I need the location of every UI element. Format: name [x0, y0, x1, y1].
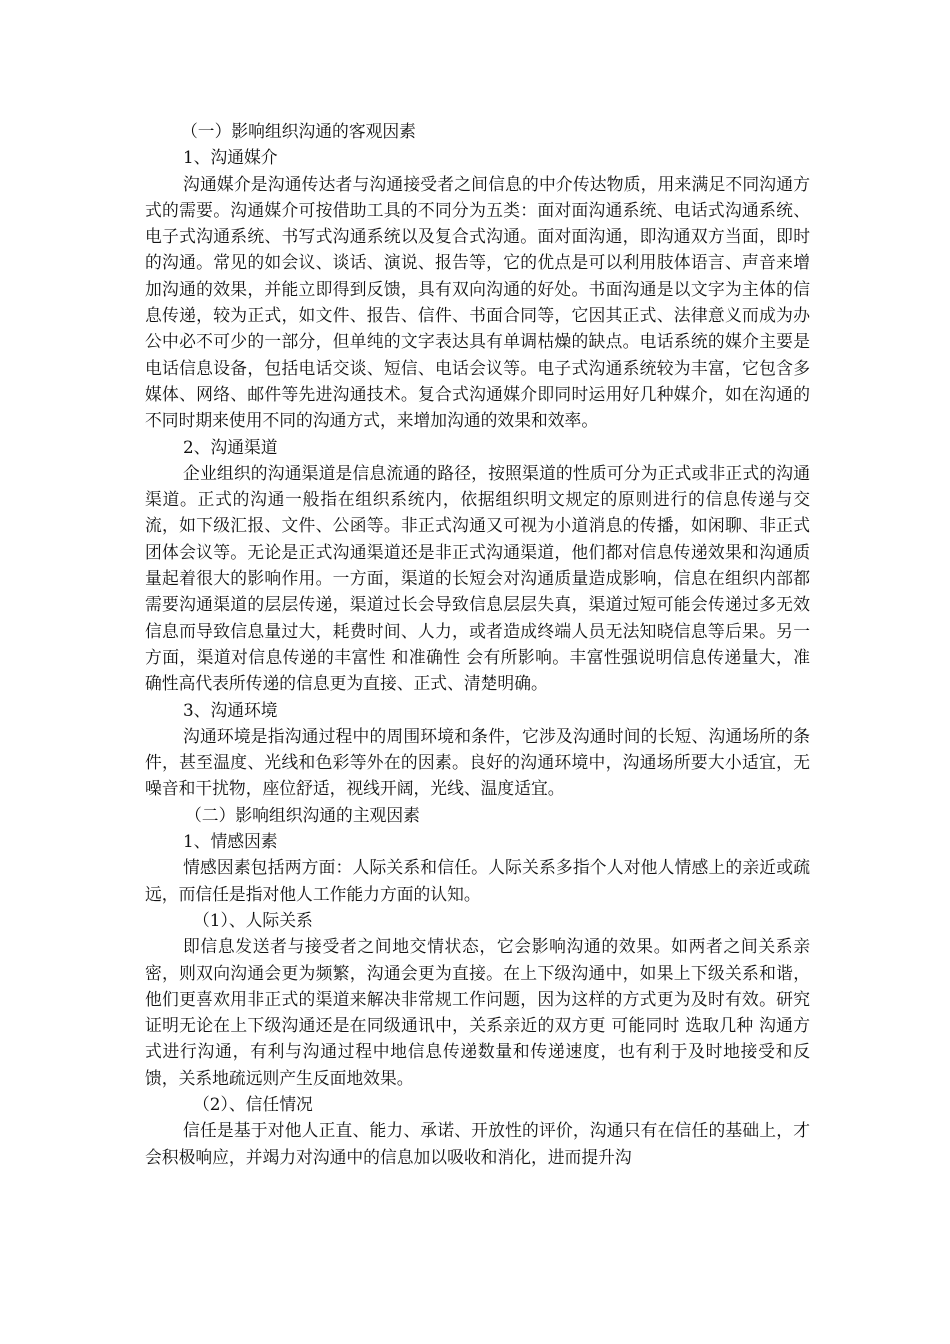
document-body: [145, 118, 810, 1170]
section-heading-objective: （一）影响组织沟通的客观因素: [181, 121, 416, 141]
subheading-relationship: （1）、人际关系: [193, 909, 313, 930]
subheading-trust: （2）、信任情况: [193, 1093, 313, 1114]
section-heading-subjective: （二）影响组织沟通的主观因素: [185, 804, 420, 825]
paragraph-environment: 沟通环境是指沟通过程中的周围环境和条件，它涉及沟通时间的长短、沟通场所的条件，甚至温度、光线和色彩等外在的因素。良好的沟通环境中，沟通场所要大小适宜，无噪音和干扰物，座位舒适，视线开阔，光线、温度适宜。: [145, 725, 810, 799]
paragraph-media: 沟通媒介是沟通传达者与沟通接受者之间信息的中介传达物质，用来满足不同沟通方式的需要。沟通媒介可按借助工具的不同分为五类：面对面沟通系统、电话式沟通系统、电子式沟通系统、书写式沟通系统以及复合式沟通。面对面沟通，即沟通双方当面，即时的沟通。常见的如会议、谈话、演说、报告等，它的优点是可以利用肢体语言、声音来增加沟通的效果，并能立即得到反馈，具有双向沟通的好处。书面沟通是以文字为主体的信息传递，较为正式，如文件、报告、信件、书面合同等，它因其正式、法律意义而成为办公中必不可少的一部分，但单纯的文字表达具有单调枯燥的缺点。电话系统的媒介主要是电话信息设备，包括电话交谈、短信、电话会议等。电子式沟通系统较为丰富，它包含多媒体、网络、邮件等先进沟通技术。复合式沟通媒介即同时运用好几种媒介，如在沟通的不同时期来使用不同的沟通方式，来增加沟通的效果和效率。: [145, 173, 810, 431]
subheading-environment: 3、沟通环境: [183, 699, 278, 720]
subheading-channel: 2、沟通渠道: [183, 436, 278, 457]
subheading-emotion: 1、情感因素: [183, 831, 278, 852]
paragraph-channel: 企业组织的沟通渠道是信息流通的路径，按照渠道的性质可分为正式或非正式的沟通渠道。正式的沟通一般指在组织系统内，依据组织明文规定的原则进行的信息传递与交流，如下级汇报、文件、公函等。非正式沟通又可视为小道消息的传播，如闲聊、非正式团体会议等。无论是正式沟通渠道还是非正式沟通渠道，他们都对信息传递效果和沟通质量起着很大的影响作用。一方面，渠道的长短会对沟通质量造成影响，信息在组织内部都需要沟通渠道的层层传递，渠道过长会导致信息层层失真，渠道过短可能会传递过多无效信息而导致信息量过大，耗费时间、人力，或者造成终端人员无法知晓信息等后果。另一方面，渠道对信息传递的丰富性 和准确性 会有所影响。丰富性强说明信息传递量大，准确性高代表所传递的信息更为直接、正式、清楚明确。: [145, 462, 810, 694]
subheading-media: 1、沟通媒介: [183, 147, 278, 168]
paragraph-emotion: 情感因素包括两方面：人际关系和信任。人际关系多指个人对他人情感上的亲近或疏远，而信任是指对他人工作能力方面的认知。: [145, 857, 810, 904]
paragraph-trust: 信任是基于对他人正直、能力、承诺、开放性的评价，沟通只有在信任的基础上，才会积极响应，并竭力对沟通中的信息加以吸收和消化，进而提升沟: [145, 1120, 810, 1167]
paragraph-relationship: 即信息发送者与接受者之间地交情状态，它会影响沟通的效果。如两者之间关系亲密，则双向沟通会更为频繁，沟通会更为直接。在上下级沟通中，如果上下级关系和谐，他们更喜欢用非正式的渠道来解决非常规工作问题，因为这样的方式更为及时有效。研究证明无论在上下级沟通还是在同级通讯中，关系亲近的双方更 可能同时 选取几种 沟通方式进行沟通，有利与沟通过程中地信息传递数量和传递速度，也有利于及时地接受和反馈，关系地疏远则产生反面地效果。: [145, 936, 810, 1088]
